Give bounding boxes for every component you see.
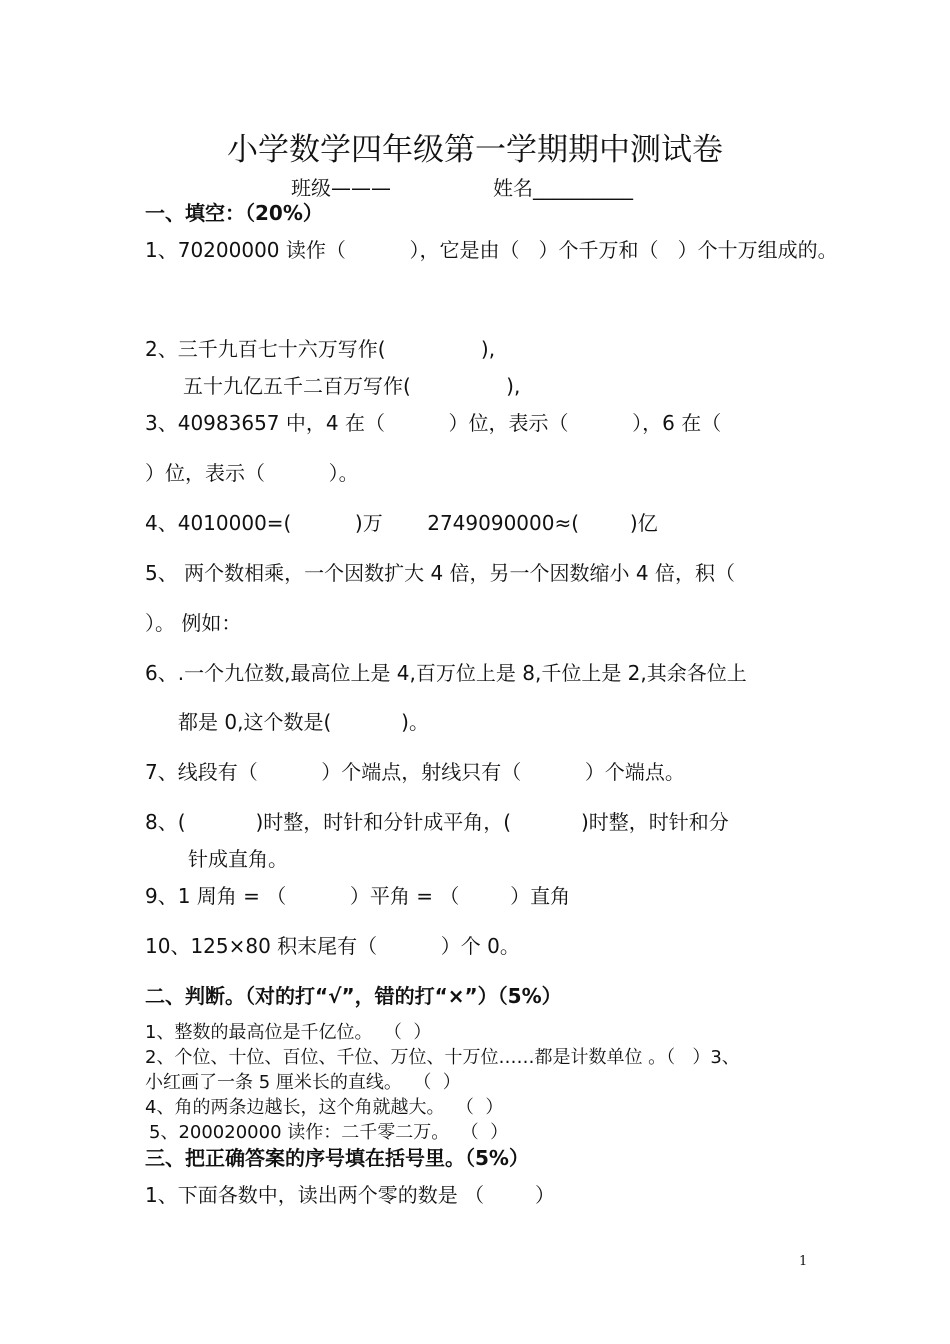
question-3-cont: ）位，表示（ ）。: [145, 461, 359, 485]
section3-heading: 三、把正确答案的序号填在括号里。（5%）: [145, 1146, 529, 1170]
choice-question-1: 1、下面各数中，读出两个零的数是 （ ）: [145, 1183, 555, 1207]
question-4: 4、4010000=( )万 2749090000≈( )亿: [145, 511, 658, 535]
section2-heading: 二、判断。（对的打“√”，错的打“×”）（5%）: [145, 984, 562, 1008]
question-8: 8、( )时整，时针和分针成平角，( )时整，时针和分: [145, 810, 729, 834]
judge-item-1: 1、整数的最高位是千亿位。 （ ）: [145, 1022, 432, 1043]
question-2-part-2: 五十九亿五千二百万写作( ),: [183, 374, 521, 398]
judge-item-2: 2、个位、十位、百位、千位、万位、十万位……都是计数单位 。（ ）3、: [145, 1047, 740, 1068]
judge-item-5: 5、200020000 读作：二千零二万。 （ ）: [149, 1122, 509, 1143]
section1-heading: 一、填空：（20%）: [145, 201, 323, 225]
question-5-cont: ）。 例如：: [145, 611, 242, 635]
question-1: 1、70200000 读作（ ），它是由（ ）个千万和（ ）个十万组成的。: [145, 238, 838, 262]
question-7: 7、线段有（ ）个端点，射线只有（ ）个端点。: [145, 760, 685, 784]
page-title: 小学数学四年级第一学期期中测试卷: [227, 132, 723, 168]
class-label: 班级———: [291, 176, 391, 200]
question-5: 5、 两个数相乘，一个因数扩大 4 倍，另一个因数缩小 4 倍，积（: [145, 561, 735, 585]
question-8-cont: 针成直角。: [188, 847, 288, 871]
page-number: 1: [799, 1254, 808, 1269]
question-9: 9、1 周角 = （ ）平角 = （ ）直角: [145, 884, 571, 908]
judge-item-4: 4、角的两条边越长，这个角就越大。 （ ）: [145, 1097, 504, 1118]
name-label: 姓名__________: [493, 176, 633, 200]
judge-item-3: 小红画了一条 5 厘米长的直线。 （ ）: [145, 1072, 461, 1093]
question-3: 3、40983657 中，4 在（ ）位，表示（ ），6 在（: [145, 411, 722, 435]
question-2: 2、三千九百七十六万写作( ),: [145, 337, 496, 361]
question-10: 10、125×80 积末尾有（ ）个 0。: [145, 934, 520, 958]
question-6-cont: 都是 0,这个数是( )。: [178, 710, 429, 734]
question-6: 6、.一个九位数,最高位上是 4,百万位上是 8,千位上是 2,其余各位上: [145, 661, 747, 685]
